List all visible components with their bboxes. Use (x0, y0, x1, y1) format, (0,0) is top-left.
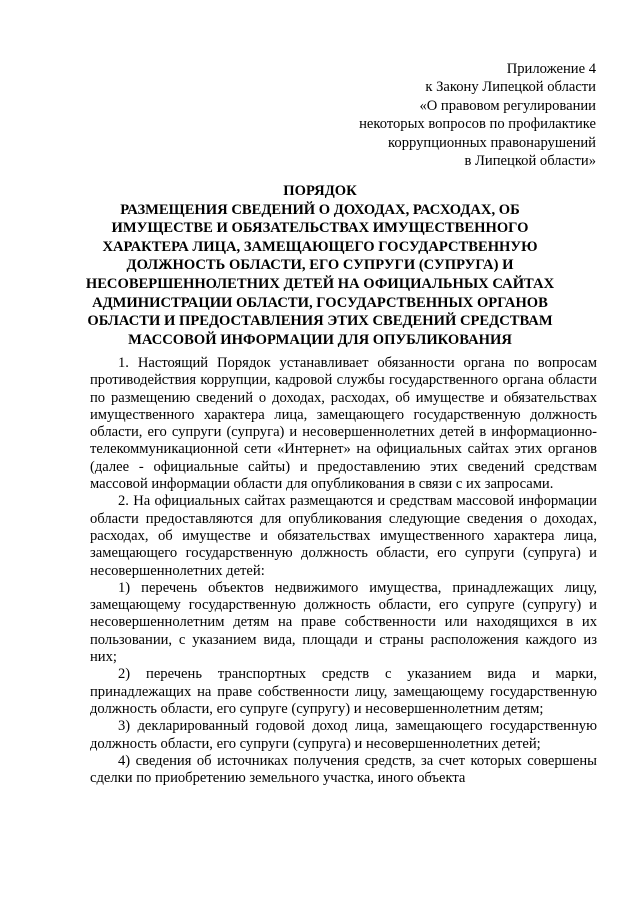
list-item-4: 4) сведения об источниках получения средств, за счет которых совершены сделки по приобретению земельного участка, иного объекта (90, 752, 597, 787)
appendix-line: Приложение 4 (506, 61, 596, 77)
document-body (90, 355, 597, 787)
title-line: ИМУЩЕСТВЕ И ОБЯЗАТЕЛЬСТВАХ ИМУЩЕСТВЕННОГО (111, 220, 529, 237)
title-line: ОБЛАСТИ И ПРЕДОСТАВЛЕНИЯ ЭТИХ СВЕДЕНИЙ СРЕДСТВАМ (87, 313, 553, 330)
title-line: ДОЛЖНОСТЬ ОБЛАСТИ, ЕГО СУПРУГИ (СУПРУГА) И (126, 257, 514, 274)
appendix-line: в Липецкой области» (464, 153, 596, 170)
appendix-line: коррупционных правонарушений (388, 134, 596, 151)
paragraph-1: 1. Настоящий Порядок устанавливает обязанности органа по вопросам противодействия коррупции, кадровой службы государственного органа области по размещению сведений о доходах, расходах, об имуществе и обязательствах имущественного характера лица, замещающего государственную должность области, его супруги (супруга) и несовершеннолетних детей в информационно-телекоммуникационной сети «Интернет» на официальных сайтах этих органов (далее - официальные сайты) и предоставлению этих сведений средствам массовой информации области для опубликования в связи с их запросами. (90, 355, 597, 493)
appendix-reference (296, 60, 596, 170)
appendix-line: некоторых вопросов по профилактике (359, 116, 596, 133)
title-line: МАССОВОЙ ИНФОРМАЦИИ ДЛЯ ОПУБЛИКОВАНИЯ (128, 331, 512, 348)
paragraph-2: 2. На официальных сайтах размещаются и средствам массовой информации области предоставляются для опубликования следующие сведения о доходах, расходах, об имуществе и обязательствах имущественного характера лица, замещающего государственную должность области, его супруги (супруга) и несовершеннолетних детей: (90, 493, 597, 579)
list-item-3: 3) декларированный годовой доход лица, замещающего государственную должность области, его супруги (супруга) и несовершеннолетних детей; (90, 718, 597, 752)
document-title (60, 182, 580, 349)
list-item-1: 1) перечень объектов недвижимого имущества, принадлежащих лицу, замещающему государственную должность области, его супруге (супругу) и несовершеннолетним детям на праве собственности или находящихся в их пользовании, с указанием вида, площади и страны расположения каждого из них; (90, 579, 597, 666)
title-line: ХАРАКТЕРА ЛИЦА, ЗАМЕЩАЮЩЕГО ГОСУДАРСТВЕННУЮ (102, 238, 538, 255)
list-item-2: 2) перечень транспортных средств с указанием вида и марки, принадлежащих на праве собственности лицу, замещающему государственную должность области, его супруге (супругу) и несовершеннолетним детям; (90, 666, 597, 717)
title-line: РАЗМЕЩЕНИЯ СВЕДЕНИЙ О ДОХОДАХ, РАСХОДАХ, ОБ (120, 201, 520, 218)
title-line: НЕСОВЕРШЕННОЛЕТНИХ ДЕТЕЙ НА ОФИЦИАЛЬНЫХ САЙТАХ (85, 275, 555, 292)
appendix-line: к Закону Липецкой области (425, 79, 596, 96)
title-line: ПОРЯДОК (283, 183, 357, 199)
title-line: АДМИНИСТРАЦИИ ОБЛАСТИ, ГОСУДАРСТВЕННЫХ ОРГАНОВ (92, 294, 548, 311)
appendix-line: «О правовом регулировании (419, 97, 596, 114)
